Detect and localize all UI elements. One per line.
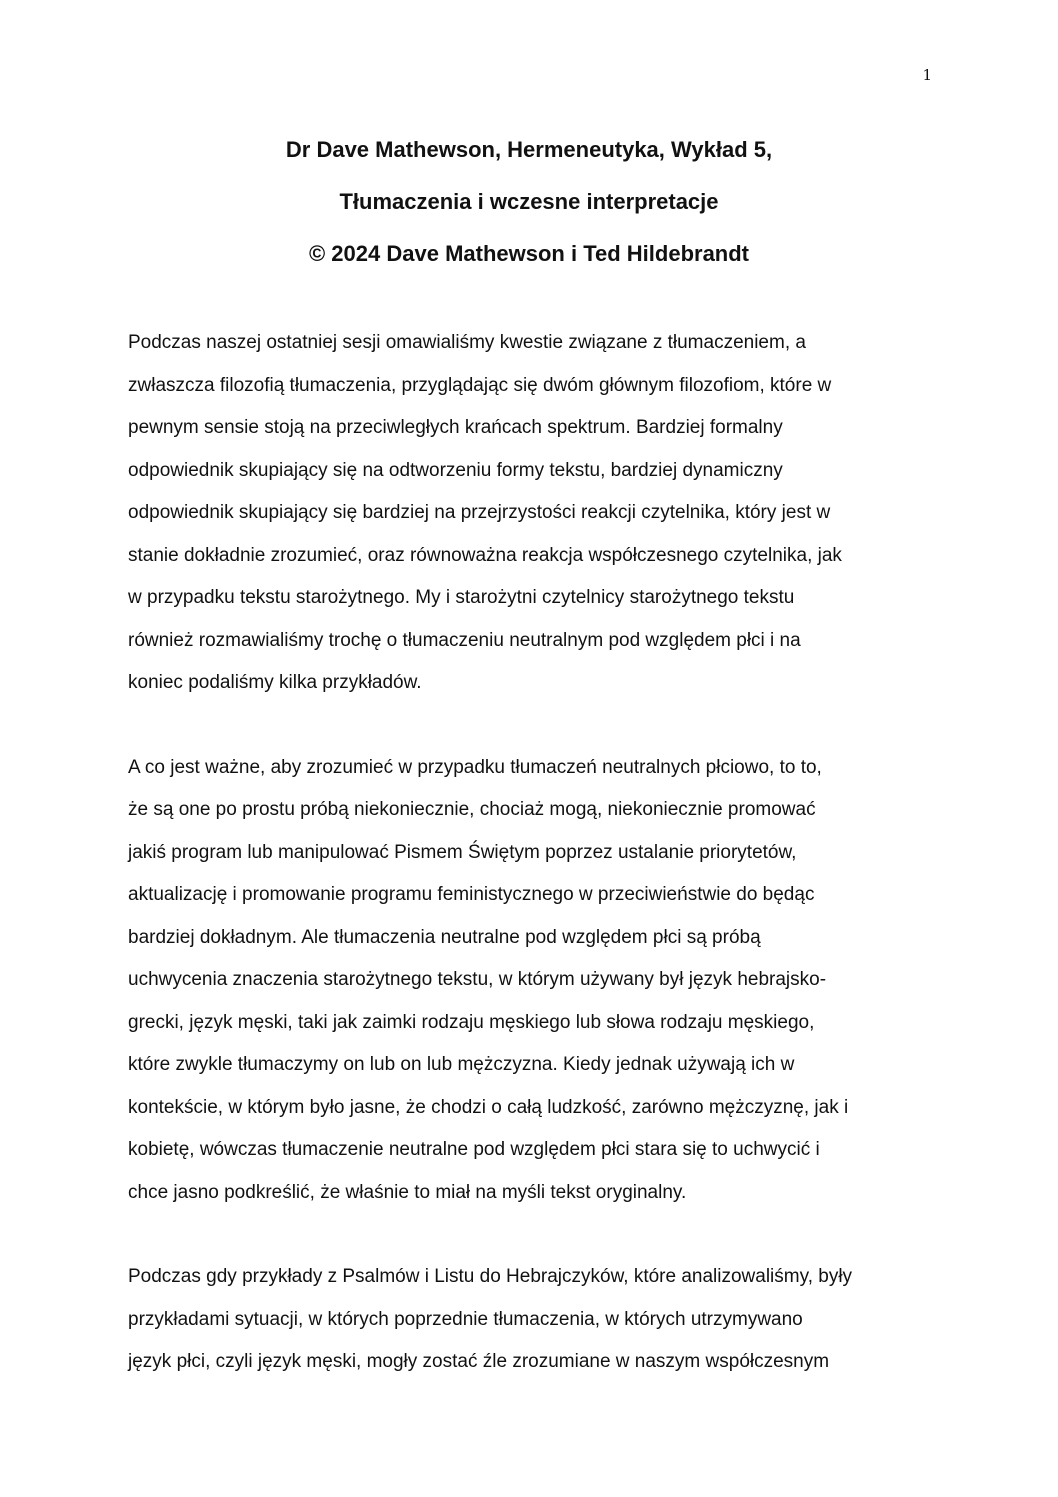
paragraph-3 bbox=[128, 1256, 928, 1384]
title-line-3: © 2024 Dave Mathewson i Ted Hildebrandt bbox=[308, 241, 750, 266]
text-line: odpowiednik skupiający się bardziej na przejrzystości reakcji czytelnika, który jest w bbox=[128, 502, 831, 523]
text-line: w przypadku tekstu starożytnego. My i starożytni czytelnicy starożytnego tekstu bbox=[128, 587, 795, 608]
text-line: zwłaszcza filozofią tłumaczenia, przyglądając się dwóm głównym filozofiom, które w bbox=[128, 374, 832, 396]
text-line: kontekście, w którym było jasne, że chodzi o całą ludzkość, zarówno mężczyznę, jak i bbox=[128, 1096, 849, 1118]
text-line: język płci, czyli język męski, mogły zostać źle zrozumiane w naszym współczesnym bbox=[128, 1351, 830, 1372]
text-line: Podczas naszej ostatniej sesji omawialiśmy kwestie związane z tłumaczeniem, a bbox=[128, 332, 806, 353]
text-line: że są one po prostu próbą niekoniecznie, chociaż mogą, niekoniecznie promować bbox=[128, 799, 816, 820]
document-title bbox=[0, 124, 1058, 280]
text-line: które zwykle tłumaczymy on lub on lub mężczyzna. Kiedy jednak używają ich w bbox=[128, 1054, 795, 1075]
body-text bbox=[128, 322, 928, 1384]
text-line: uchwycenia znaczenia starożytnego tekstu, w którym używany był język hebrajsko- bbox=[128, 969, 827, 990]
text-line: Podczas gdy przykłady z Psalmów i Listu do Hebrajczyków, które analizowaliśmy, były bbox=[128, 1266, 853, 1287]
text-line: również rozmawialiśmy trochę o tłumaczeniu neutralnym pod względem płci i na bbox=[128, 629, 801, 651]
text-line: stanie dokładnie zrozumieć, oraz równoważna reakcja współczesnego czytelnika, jak bbox=[128, 544, 842, 566]
text-line: A co jest ważne, aby zrozumieć w przypadku tłumaczeń neutralnych płciowo, to to, bbox=[128, 756, 822, 778]
text-line: bardziej dokładnym. Ale tłumaczenia neutralne pod względem płci są próbą bbox=[128, 926, 761, 948]
page-number: 1 bbox=[922, 66, 932, 84]
text-line: kobietę, wówczas tłumaczenie neutralne pod względem płci stara się to uchwycić i bbox=[128, 1139, 820, 1160]
text-line: grecki, język męski, taki jak zaimki rodzaju męskiego lub słowa rodzaju męskiego, bbox=[128, 1011, 815, 1033]
text-line: chce jasno podkreślić, że właśnie to miał na myśli tekst oryginalny. bbox=[128, 1181, 687, 1203]
text-line: przykładami sytuacji, w których poprzednie tłumaczenia, w których utrzymywano bbox=[128, 1308, 803, 1330]
text-line: aktualizację i promowanie programu feministycznego w przeciwieństwie do będąc bbox=[128, 884, 815, 905]
text-line: odpowiednik skupiający się na odtworzeniu formy tekstu, bardziej dynamiczny bbox=[128, 459, 783, 481]
text-line: koniec podaliśmy kilka przykładów. bbox=[128, 672, 422, 693]
title-line-2: Tłumaczenia i wczesne interpretacje bbox=[339, 189, 719, 214]
paragraph-1 bbox=[128, 322, 928, 705]
title-line-1: Dr Dave Mathewson, Hermeneutyka, Wykład 5, bbox=[285, 137, 773, 162]
text-line: pewnym sensie stoją na przeciwległych krańcach spektrum. Bardziej formalny bbox=[128, 417, 783, 438]
text-line: jakiś program lub manipulować Pismem Świętym poprzez ustalanie priorytetów, bbox=[128, 841, 797, 863]
paragraph-2 bbox=[128, 747, 928, 1215]
